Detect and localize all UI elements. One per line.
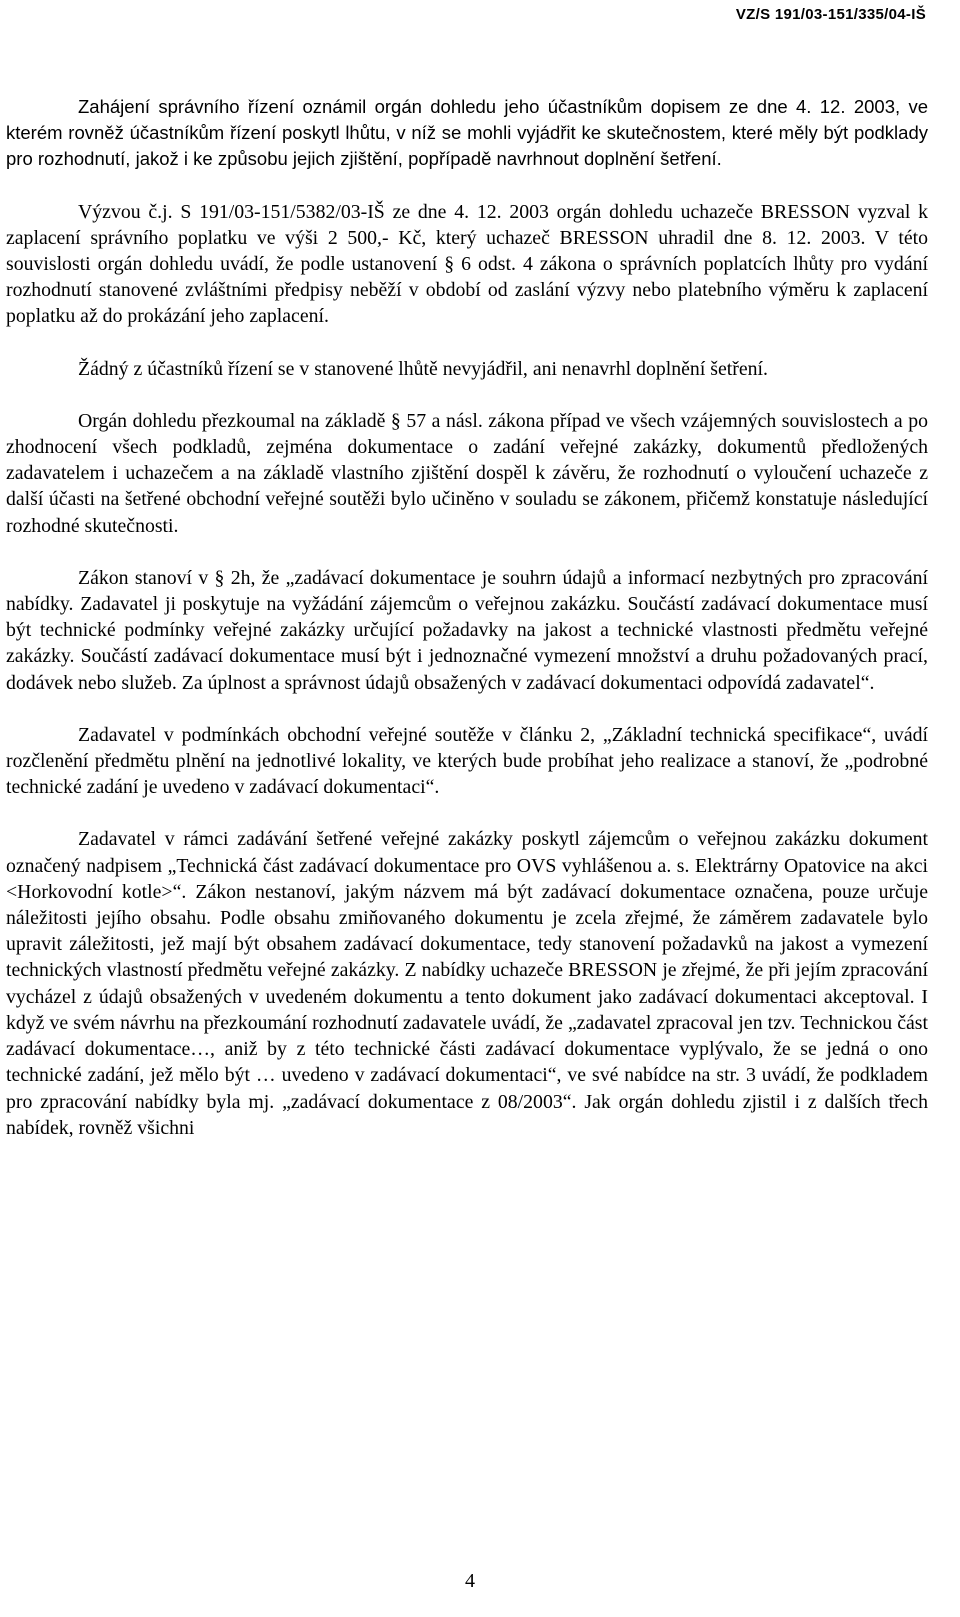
paragraph-review: Orgán dohledu přezkoumal na základě § 57 a násl. zákona případ ve všech vzájemných souvislostech a po zhodnocení všech podkladů, zejména dokumentace o zadání veřejné zakázky, dokumentů předložených zadavatelem i uchazečem a na základě vlastního zjištění dospěl k závěru, že rozhodnutí o vyloučení uchazeče z další účasti na šetřené obchodní veřejné soutěži bylo učiněno v souladu se zákonem, přičemž konstatuje následující rozhodné skutečnosti. [6,409,928,537]
paragraph-technical-document: Zadavatel v rámci zadávání šetřené veřejné zakázky poskytl zájemcům o veřejnou zakázku dokument označený nadpisem „Technická část zadávací dokumentace pro OVS vyhlášenou a. s. Elektrárny Opatovice na akci <Horkovodní kotle>“. Zákon nestanoví, jakým názvem má být zadávací dokumentace označena, pouze určuje náležitosti jejího obsahu. Podle obsahu zmiňovaného dokumentu je zcela zřejmé, že záměrem zadavatele bylo upravit záležitosti, jež mají být obsahem zadávací dokumentace, tedy stanovení požadavků na jakost a vymezení technických vlastností předmětu veřejné zakázky. Z nabídky uchazeče BRESSON je zřejmé, že při jejím zpracování vycházel z údajů obsažených v uvedeném dokumentu a tento dokument jako zadávací dokumentaci akceptoval. I když ve svém návrhu na přezkoumání rozhodnutí zadavatele uvádí, že „zadavatel zpracoval jen tzv. Technickou část zadávací dokumentace…, aniž by z této technické části zadávací dokumentace vyplývalo, že se jedná o ono technické zadání, jež mělo být … uvedeno v zadávací dokumentaci“, ve své nabídce na str. 3 uvádí, že podkladem pro zpracování nabídky byla mj. „zadávací dokumentace z 08/2003“. Jak orgán dohledu zjistil i z dalších třech nabídek, rovněž všichni [6,828,928,1139]
paragraph-tender-conditions: Zadavatel v podmínkách obchodní veřejné soutěže v článku 2, „Základní technická specifikace“, uvádí rozčlenění předmětu plnění na jednotlivé lokality, ve kterých bude probíhat jeho realizace a stanoví, že „podrobné technické zadání je uvedeno v zadávací dokumentaci“. [6,723,928,799]
page-number: 4 [465,1570,475,1592]
paragraph-law-definition: Zákon stanoví v § 2h, že „zadávací dokumentace je souhrn údajů a informací nezbytných pro zpracování nabídky. Zadavatel ji poskytuje na vyžádání zájemcům o veřejnou zakázku. Součástí zadávací dokumentace musí být technické podmínky veřejné zakázky určující požadavky na jakost a technické vlastnosti předmětu veřejné zakázky. Součástí zadávací dokumentace musí být i jednoznačné vymezení množství a druhu požadovaných prací, dodávek nebo služeb. Za úplnost a správnost údajů obsažených v zadávací dokumentaci odpovídá zadavatel“. [6,566,928,694]
document-reference-number: VZ/S 191/03-151/335/04-IŠ [735,6,926,23]
document-body [6,94,928,1167]
paragraph-proceedings-start: Zahájení správního řízení oznámil orgán dohledu jeho účastníkům dopisem ze dne 4. 12. 2003, ve kterém rovněž účastníkům řízení poskytl lhůtu, v níž se mohli vyjádřit ke skutečnostem, které měly být podklady pro rozhodnutí, jakož i ke způsobu jejich zjištění, popřípadě navrhnout doplnění šetření. [6,96,928,170]
paragraph-no-response: Žádný z účastníků řízení se v stanovené lhůtě nevyjádřil, ani nenavrhl doplnění šetření. [78,357,768,380]
paragraph-fee-request: Výzvou č.j. S 191/03-151/5382/03-IŠ ze dne 4. 12. 2003 orgán dohledu uchazeče BRESSON vyzval k zaplacení správního poplatku ve výši 2 500,- Kč, který uchazeč BRESSON uhradil dne 8. 12. 2003. V této souvislosti orgán dohledu uvádí, že podle ustanovení § 6 odst. 4 zákona o správních poplatcích lhůty pro vydání rozhodnutí stanovené zvláštními předpisy neběží v období od zaslání výzvy nebo platebního výměru k zaplacení poplatku až do prokázání jeho zaplacení. [6,200,928,328]
